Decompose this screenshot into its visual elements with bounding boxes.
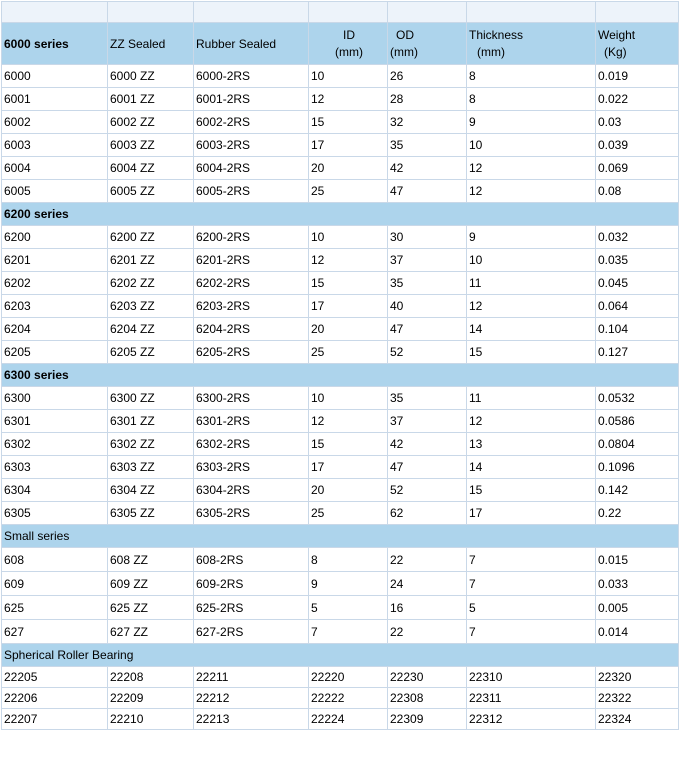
cell-thickness: 12 [467, 180, 596, 203]
header-6000-series: 6000 series [2, 23, 108, 65]
cell-od: 37 [388, 410, 467, 433]
cell-od: 47 [388, 456, 467, 479]
header-id [309, 23, 388, 65]
cell-weight: 0.0532 [596, 387, 679, 410]
cell-rubber-sealed: 6302-2RS [194, 433, 309, 456]
header-row [2, 23, 679, 65]
cell-od: 32 [388, 111, 467, 134]
cell-od: 30 [388, 226, 467, 249]
cell-model: 6200 [2, 226, 108, 249]
cell-weight: 0.127 [596, 341, 679, 364]
cell-thickness: 9 [467, 226, 596, 249]
section-title: 6300 series [2, 364, 679, 387]
cell-model: 6201 [2, 249, 108, 272]
cell-id: 5 [309, 596, 388, 620]
cell-zz-sealed: 6303 ZZ [108, 456, 194, 479]
header-thickness-unit: (mm) [477, 44, 505, 59]
cell-model: 6004 [2, 157, 108, 180]
cell-zz-sealed: 6005 ZZ [108, 180, 194, 203]
cell-model: 6304 [2, 479, 108, 502]
cell-od: 52 [388, 341, 467, 364]
cell-weight: 0.069 [596, 157, 679, 180]
cell-id: 17 [309, 295, 388, 318]
cell-weight: 22324 [596, 709, 679, 730]
cell-thickness: 7 [467, 620, 596, 644]
cell-rubber-sealed: 6005-2RS [194, 180, 309, 203]
bearing-table [1, 1, 679, 730]
table-row [2, 709, 679, 730]
cell-model: 22205 [2, 667, 108, 688]
cell-zz-sealed: 6203 ZZ [108, 295, 194, 318]
cell-model: 608 [2, 548, 108, 572]
cell-id: 10 [309, 65, 388, 88]
cell-weight: 22322 [596, 688, 679, 709]
cell-id: 22220 [309, 667, 388, 688]
cell-thickness: 14 [467, 456, 596, 479]
cell-zz-sealed: 6302 ZZ [108, 433, 194, 456]
cell-id: 12 [309, 249, 388, 272]
table-row [2, 387, 679, 410]
cell-rubber-sealed: 6305-2RS [194, 502, 309, 525]
section-row [2, 364, 679, 387]
cell-rubber-sealed: 6003-2RS [194, 134, 309, 157]
section-title: Small series [2, 525, 679, 548]
cell-id: 15 [309, 272, 388, 295]
table-row [2, 572, 679, 596]
table-row [2, 111, 679, 134]
cell-id: 15 [309, 111, 388, 134]
cell-zz-sealed: 22208 [108, 667, 194, 688]
cell-thickness: 15 [467, 341, 596, 364]
header-weight-unit: (Kg) [604, 44, 627, 59]
cell-weight: 0.022 [596, 88, 679, 111]
cell-rubber-sealed: 6203-2RS [194, 295, 309, 318]
cell-id: 12 [309, 88, 388, 111]
table-row [2, 249, 679, 272]
table-row [2, 667, 679, 688]
cell-id: 20 [309, 318, 388, 341]
cell-od: 35 [388, 272, 467, 295]
cell-zz-sealed: 6000 ZZ [108, 65, 194, 88]
cell-model: 6001 [2, 88, 108, 111]
empty-cell [2, 2, 108, 23]
cell-id: 20 [309, 479, 388, 502]
header-id-unit: (mm) [335, 44, 363, 59]
cell-zz-sealed: 6305 ZZ [108, 502, 194, 525]
cell-thickness: 7 [467, 572, 596, 596]
cell-id: 25 [309, 180, 388, 203]
cell-thickness: 8 [467, 65, 596, 88]
empty-cell [194, 2, 309, 23]
cell-zz-sealed: 6301 ZZ [108, 410, 194, 433]
cell-thickness: 13 [467, 433, 596, 456]
cell-weight: 0.045 [596, 272, 679, 295]
cell-rubber-sealed: 6000-2RS [194, 65, 309, 88]
table-row [2, 688, 679, 709]
empty-cell [467, 2, 596, 23]
header-weight [596, 23, 679, 65]
cell-id: 8 [309, 548, 388, 572]
cell-zz-sealed: 6300 ZZ [108, 387, 194, 410]
cell-model: 609 [2, 572, 108, 596]
cell-od: 35 [388, 134, 467, 157]
cell-rubber-sealed: 6004-2RS [194, 157, 309, 180]
cell-rubber-sealed: 627-2RS [194, 620, 309, 644]
cell-thickness: 5 [467, 596, 596, 620]
cell-thickness: 12 [467, 157, 596, 180]
cell-model: 6202 [2, 272, 108, 295]
cell-model: 22207 [2, 709, 108, 730]
cell-id: 10 [309, 387, 388, 410]
cell-rubber-sealed: 6204-2RS [194, 318, 309, 341]
cell-thickness: 14 [467, 318, 596, 341]
table-row [2, 157, 679, 180]
cell-od: 22308 [388, 688, 467, 709]
cell-model: 6203 [2, 295, 108, 318]
cell-id: 17 [309, 134, 388, 157]
cell-zz-sealed: 6001 ZZ [108, 88, 194, 111]
table-row [2, 318, 679, 341]
cell-od: 22309 [388, 709, 467, 730]
cell-zz-sealed: 609 ZZ [108, 572, 194, 596]
cell-weight: 0.0804 [596, 433, 679, 456]
cell-model: 6205 [2, 341, 108, 364]
cell-model: 6303 [2, 456, 108, 479]
cell-thickness: 12 [467, 410, 596, 433]
cell-weight: 0.08 [596, 180, 679, 203]
cell-weight: 0.039 [596, 134, 679, 157]
cell-rubber-sealed: 6205-2RS [194, 341, 309, 364]
section-title: Spherical Roller Bearing [2, 644, 679, 667]
cell-rubber-sealed: 6002-2RS [194, 111, 309, 134]
cell-rubber-sealed: 6202-2RS [194, 272, 309, 295]
cell-model: 6204 [2, 318, 108, 341]
cell-zz-sealed: 625 ZZ [108, 596, 194, 620]
header-id-label: ID [343, 27, 355, 42]
cell-model: 6301 [2, 410, 108, 433]
cell-od: 22 [388, 548, 467, 572]
empty-cell [309, 2, 388, 23]
table-row [2, 295, 679, 318]
cell-weight: 22320 [596, 667, 679, 688]
table-row [2, 134, 679, 157]
table-row [2, 272, 679, 295]
cell-od: 28 [388, 88, 467, 111]
cell-thickness: 22312 [467, 709, 596, 730]
cell-model: 6005 [2, 180, 108, 203]
cell-od: 62 [388, 502, 467, 525]
cell-model: 6000 [2, 65, 108, 88]
header-od-unit: (mm) [390, 44, 418, 59]
cell-thickness: 22311 [467, 688, 596, 709]
cell-rubber-sealed: 6001-2RS [194, 88, 309, 111]
cell-id: 22224 [309, 709, 388, 730]
cell-rubber-sealed: 22213 [194, 709, 309, 730]
cell-thickness: 11 [467, 272, 596, 295]
cell-id: 15 [309, 433, 388, 456]
cell-weight: 0.033 [596, 572, 679, 596]
cell-model: 6300 [2, 387, 108, 410]
cell-rubber-sealed: 6301-2RS [194, 410, 309, 433]
table-row [2, 410, 679, 433]
header-thickness [467, 23, 596, 65]
cell-od: 35 [388, 387, 467, 410]
cell-od: 24 [388, 572, 467, 596]
section-row [2, 644, 679, 667]
cell-weight: 0.142 [596, 479, 679, 502]
cell-thickness: 10 [467, 249, 596, 272]
empty-cell [388, 2, 467, 23]
cell-id: 12 [309, 410, 388, 433]
cell-model: 6003 [2, 134, 108, 157]
cell-weight: 0.0586 [596, 410, 679, 433]
header-od [388, 23, 467, 65]
cell-model: 6305 [2, 502, 108, 525]
section-title: 6200 series [2, 203, 679, 226]
cell-id: 25 [309, 502, 388, 525]
cell-zz-sealed: 6202 ZZ [108, 272, 194, 295]
cell-od: 42 [388, 157, 467, 180]
cell-rubber-sealed: 6304-2RS [194, 479, 309, 502]
cell-zz-sealed: 627 ZZ [108, 620, 194, 644]
table-row [2, 479, 679, 502]
cell-od: 52 [388, 479, 467, 502]
table-row [2, 88, 679, 111]
cell-zz-sealed: 6304 ZZ [108, 479, 194, 502]
section-row [2, 203, 679, 226]
empty-cell [108, 2, 194, 23]
cell-zz-sealed: 6205 ZZ [108, 341, 194, 364]
cell-thickness: 8 [467, 88, 596, 111]
table-row [2, 65, 679, 88]
table-row [2, 502, 679, 525]
cell-thickness: 22310 [467, 667, 596, 688]
cell-weight: 0.1096 [596, 456, 679, 479]
cell-weight: 0.104 [596, 318, 679, 341]
cell-weight: 0.019 [596, 65, 679, 88]
table-row [2, 226, 679, 249]
cell-zz-sealed: 22210 [108, 709, 194, 730]
cell-zz-sealed: 6200 ZZ [108, 226, 194, 249]
header-zz-sealed: ZZ Sealed [108, 23, 194, 65]
cell-weight: 0.064 [596, 295, 679, 318]
cell-od: 22 [388, 620, 467, 644]
cell-model: 6302 [2, 433, 108, 456]
cell-id: 9 [309, 572, 388, 596]
section-row [2, 525, 679, 548]
cell-rubber-sealed: 6201-2RS [194, 249, 309, 272]
cell-rubber-sealed: 6303-2RS [194, 456, 309, 479]
cell-od: 47 [388, 318, 467, 341]
cell-weight: 0.035 [596, 249, 679, 272]
empty-cell [596, 2, 679, 23]
cell-thickness: 12 [467, 295, 596, 318]
cell-rubber-sealed: 6300-2RS [194, 387, 309, 410]
cell-zz-sealed: 6201 ZZ [108, 249, 194, 272]
cell-model: 22206 [2, 688, 108, 709]
cell-thickness: 17 [467, 502, 596, 525]
cell-id: 22222 [309, 688, 388, 709]
cell-thickness: 15 [467, 479, 596, 502]
cell-zz-sealed: 6002 ZZ [108, 111, 194, 134]
cell-weight: 0.22 [596, 502, 679, 525]
cell-od: 16 [388, 596, 467, 620]
table-row [2, 620, 679, 644]
cell-rubber-sealed: 609-2RS [194, 572, 309, 596]
header-rubber-sealed: Rubber Sealed [194, 23, 309, 65]
cell-id: 17 [309, 456, 388, 479]
cell-weight: 0.014 [596, 620, 679, 644]
cell-id: 10 [309, 226, 388, 249]
cell-rubber-sealed: 608-2RS [194, 548, 309, 572]
cell-weight: 0.032 [596, 226, 679, 249]
cell-thickness: 9 [467, 111, 596, 134]
cell-model: 627 [2, 620, 108, 644]
cell-zz-sealed: 6204 ZZ [108, 318, 194, 341]
header-thickness-label: Thickness [469, 27, 524, 42]
cell-thickness: 10 [467, 134, 596, 157]
header-od-label: OD [396, 27, 414, 42]
cell-thickness: 11 [467, 387, 596, 410]
table-row [2, 596, 679, 620]
cell-id: 20 [309, 157, 388, 180]
cell-id: 25 [309, 341, 388, 364]
cell-od: 42 [388, 433, 467, 456]
cell-od: 26 [388, 65, 467, 88]
cell-rubber-sealed: 625-2RS [194, 596, 309, 620]
table-row [2, 341, 679, 364]
cell-od: 22230 [388, 667, 467, 688]
table-row [2, 180, 679, 203]
cell-od: 37 [388, 249, 467, 272]
cell-zz-sealed: 6003 ZZ [108, 134, 194, 157]
table-row [2, 456, 679, 479]
cell-weight: 0.015 [596, 548, 679, 572]
cell-id: 7 [309, 620, 388, 644]
cell-model: 6002 [2, 111, 108, 134]
cell-weight: 0.03 [596, 111, 679, 134]
header-weight-label: Weight [598, 27, 636, 42]
cell-rubber-sealed: 22212 [194, 688, 309, 709]
table-row [2, 433, 679, 456]
cell-weight: 0.005 [596, 596, 679, 620]
cell-od: 47 [388, 180, 467, 203]
cell-zz-sealed: 6004 ZZ [108, 157, 194, 180]
empty-top-row [2, 2, 679, 23]
cell-zz-sealed: 22209 [108, 688, 194, 709]
cell-rubber-sealed: 22211 [194, 667, 309, 688]
cell-zz-sealed: 608 ZZ [108, 548, 194, 572]
cell-od: 40 [388, 295, 467, 318]
cell-model: 625 [2, 596, 108, 620]
cell-thickness: 7 [467, 548, 596, 572]
cell-rubber-sealed: 6200-2RS [194, 226, 309, 249]
table-row [2, 548, 679, 572]
